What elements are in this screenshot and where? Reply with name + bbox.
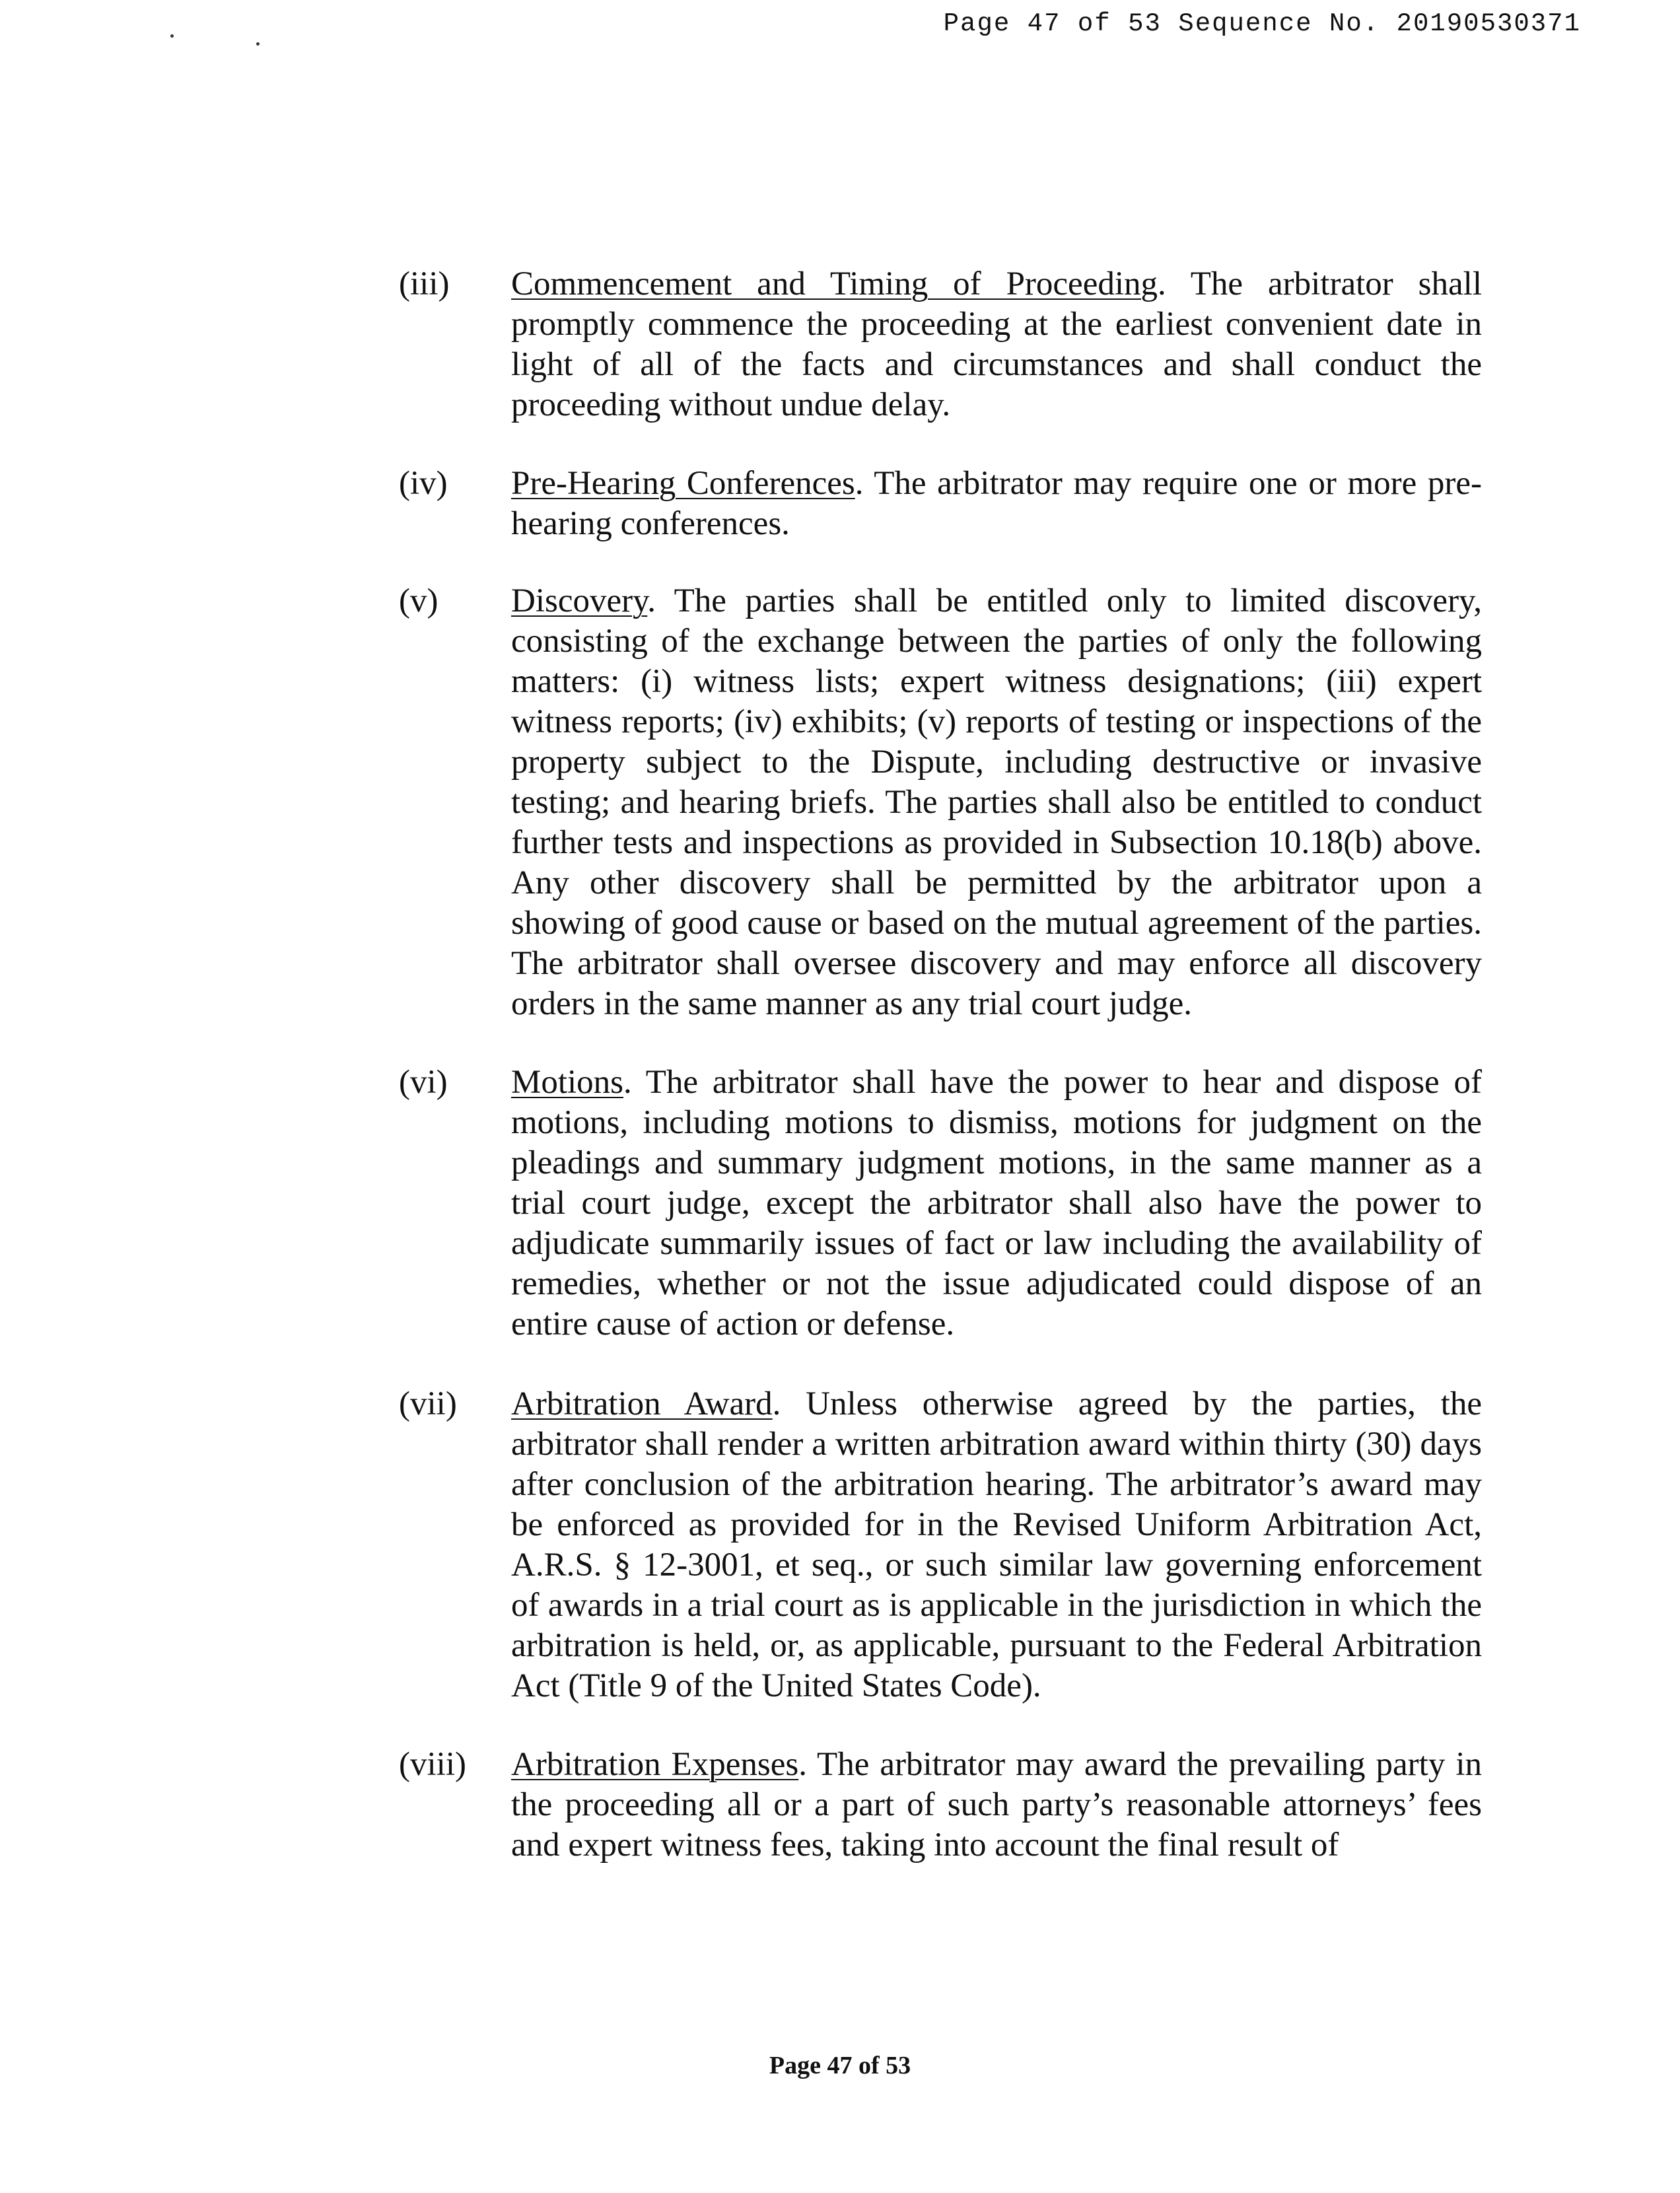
section-text: . The arbitrator may require one or more pre-hearing conferences. — [511, 465, 1482, 542]
section-heading: Arbitration Expenses — [511, 1746, 799, 1783]
section-paragraph — [511, 581, 1482, 1024]
section-heading: Commencement and Timing of Proceeding — [511, 265, 1158, 302]
page-footer: Page 47 of 53 — [769, 2052, 911, 2079]
section-number: (iv) — [399, 465, 448, 502]
section-text: . The arbitrator may award the prevailing party in the proceeding all or a part of such party’s reasonable attorneys’ fees and expert witness fees, taking into account the final result of — [511, 1746, 1482, 1863]
document-body — [399, 264, 1482, 1865]
section-paragraph — [511, 1384, 1482, 1706]
section-iv — [399, 464, 1482, 544]
section-paragraph — [511, 1745, 1482, 1865]
section-number: (v) — [399, 582, 438, 619]
section-paragraph — [511, 264, 1482, 425]
section-heading: Arbitration Award — [511, 1385, 773, 1422]
section-number: (vii) — [399, 1385, 457, 1422]
section-heading: Discovery — [511, 582, 648, 619]
section-text: . The arbitrator shall promptly commence the proceeding at the earliest convenient date in light of all of the facts and circumstances and shall conduct the proceeding without undue delay. — [511, 265, 1482, 423]
section-heading: Motions — [511, 1064, 624, 1101]
section-vi — [399, 1062, 1482, 1344]
section-v — [399, 581, 1482, 1024]
section-text: . Unless otherwise agreed by the parties, the arbitrator shall render a written arbitration award within thirty (30) days after conclusion of the arbitration hearing. The arbitrator’s award may be enforced as provided for in the Revised Uniform Arbitration Act, A.R.S. § 12-3001, et seq., or such similar law governing enforcement of awards in a trial court as is applicable in the jurisdiction in which the arbitration is held, or, as applicable, pursuant to the Federal Arbitration Act (Title 9 of the United States Code). — [511, 1385, 1482, 1704]
section-text: . The arbitrator shall have the power to hear and dispose of motions, including motions to dismiss, motions for judgment on the pleadings and summary judgment motions, in the same manner as a trial court judge, except the arbitrator shall also have the power to adjudicate summarily issues of fact or law including the availability of remedies, whether or not the issue adjudicated could dispose of an entire cause of action or defense. — [511, 1064, 1482, 1342]
section-number: (iii) — [399, 265, 450, 302]
section-viii — [399, 1745, 1482, 1865]
page-header: Page 47 of 53 Sequence No. 20190530371 — [943, 9, 1581, 38]
section-paragraph — [511, 464, 1482, 544]
section-number: (viii) — [399, 1746, 466, 1783]
section-vii — [399, 1384, 1482, 1706]
section-heading: Pre-Hearing Conferences — [511, 465, 855, 502]
scan-speck — [256, 42, 260, 46]
section-number: (vi) — [399, 1064, 448, 1101]
section-text: . The parties shall be entitled only to limited discovery, consisting of the exchange between the parties of only the following matters: (i) witness lists; expert witness designations; (iii) expert witness reports; (iv) exhibits; (v) reports of testing or inspections of the property subject to the Dispute, including destructive or invasive testing; and hearing briefs. The parties shall also be entitled to conduct further tests and inspections as provided in Subsection 10.18(b) above. Any other discovery shall be permitted by the arbitrator upon a showing of good cause or based on the mutual agreement of the parties. The arbitrator shall oversee discovery and may enforce all discovery orders in the same manner as any trial court judge. — [511, 582, 1482, 1022]
scan-speck — [170, 34, 174, 38]
section-paragraph — [511, 1062, 1482, 1344]
section-iii — [399, 264, 1482, 425]
